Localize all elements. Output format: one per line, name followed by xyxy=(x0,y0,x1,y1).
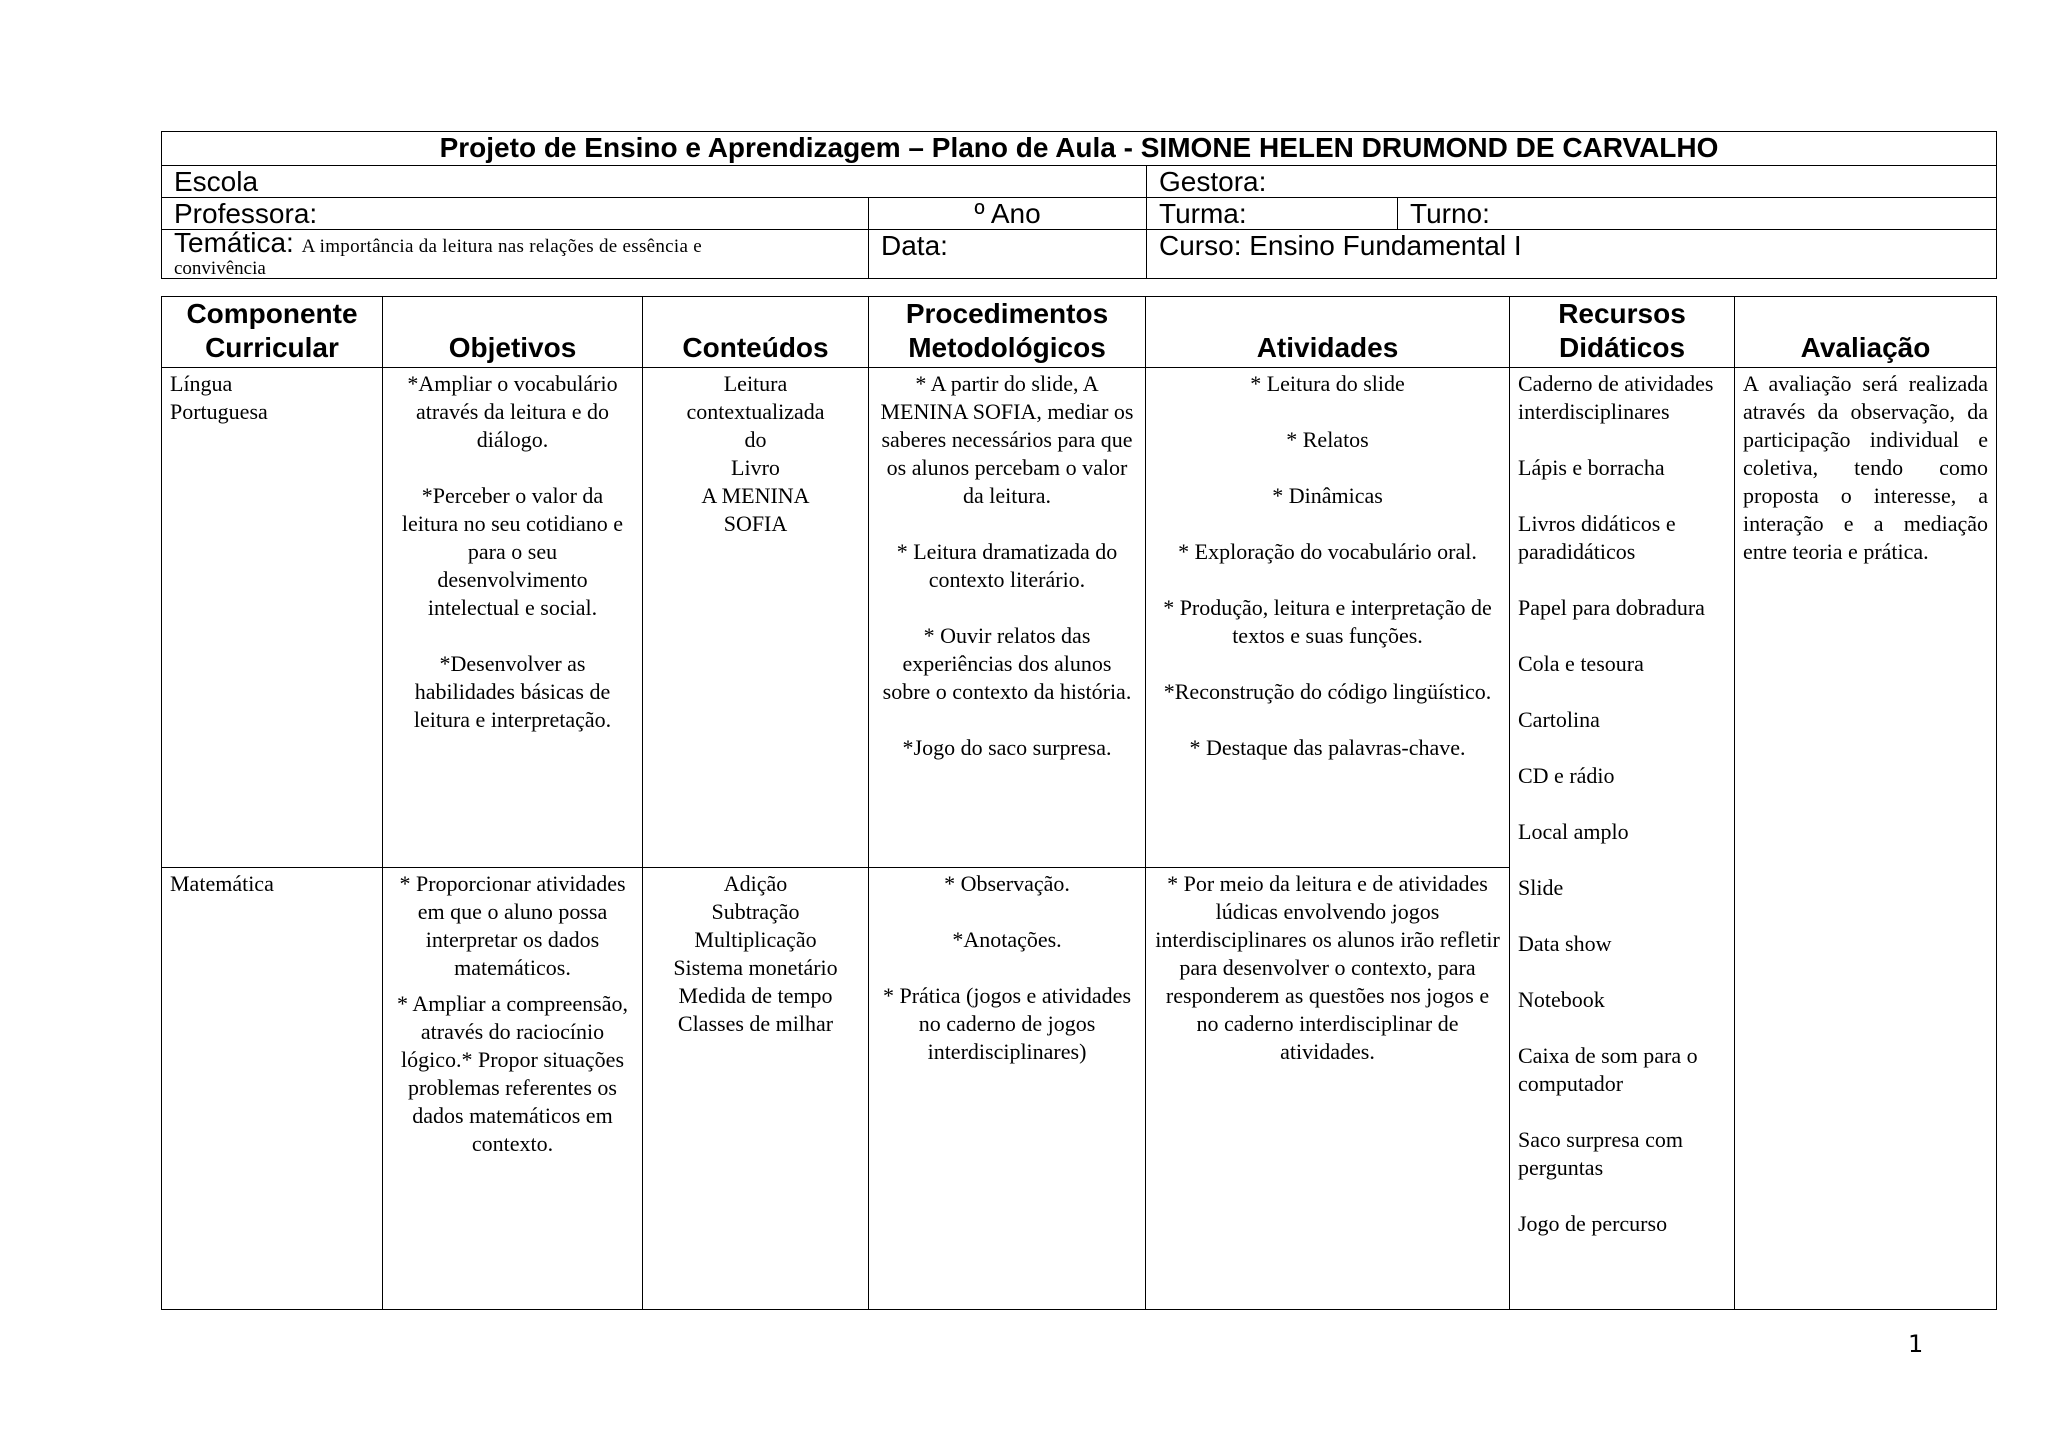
lesson-plan-table xyxy=(161,296,1997,1310)
column-header-row xyxy=(162,297,1997,368)
gestora-field: Gestora: xyxy=(1147,166,1997,198)
data-field: Data: xyxy=(869,230,1147,279)
col-header-recursos: Recursos Didáticos xyxy=(1510,297,1735,368)
header-table xyxy=(161,131,1997,279)
ano-field: º Ano xyxy=(869,198,1147,230)
conteudos-cell: Leitura contextualizada do Livro A MENINA SOFIA xyxy=(643,368,869,868)
objetivos-cell: *Ampliar o vocabulário através da leitura e do diálogo. *Perceber o valor da leitura no seu cotidiano e para o seu desenvolvimento intelectual e social. *Desenvolver as habilidades básicas de leitura e interpretação. xyxy=(383,368,643,868)
col-header-atividades: Atividades xyxy=(1146,297,1510,368)
componente-cell: Matemática xyxy=(162,868,383,1310)
atividades-cell: * Leitura do slide * Relatos * Dinâmicas * Exploração do vocabulário oral. * Produção, leitura e interpretação de textos e suas funções. *Reconstrução do código lingüístico. * Destaque das palavras-chave. xyxy=(1146,368,1510,868)
conteudos-cell: Adição Subtração Multiplicação Sistema monetário Medida de tempo Classes de milhar xyxy=(643,868,869,1310)
list-item: Papel para dobradura xyxy=(1518,595,1705,621)
turma-field: Turma: xyxy=(1147,198,1398,230)
avaliacao-cell: A avaliação será realizada através da observação, da participação individual e coletiva, tendo como proposta o interesse, a interação e a mediação entre teoria e prática. xyxy=(1735,368,1997,1310)
col-header-objetivos: Objetivos xyxy=(383,297,643,368)
col-header-procedimentos: Procedimentos Metodológicos xyxy=(869,297,1146,368)
col-header-componente: Componente Curricular xyxy=(162,297,383,368)
list-item: Slide xyxy=(1518,875,1564,901)
list-item: Caixa de som para o computador xyxy=(1518,1043,1698,1097)
recursos-cell xyxy=(1510,368,1735,1310)
componente-cell: Língua Portuguesa xyxy=(162,368,383,868)
plan-title: Projeto de Ensino e Aprendizagem – Plano de Aula - SIMONE HELEN DRUMOND DE CARVALHO xyxy=(162,132,1997,166)
atividades-cell: * Por meio da leitura e de atividades lúdicas envolvendo jogos interdisciplinares os alunos irão refletir para desenvolver o contexto, para responderem as questões nos jogos e no caderno interdisciplinar de atividades. xyxy=(1146,868,1510,1310)
list-item: CD e rádio xyxy=(1518,763,1615,789)
tematica-value: A importância da leitura nas relações de essência e xyxy=(301,236,703,257)
procedimentos-cell: * Observação. *Anotações. * Prática (jogos e atividades no caderno de jogos interdisciplinares) xyxy=(869,868,1146,1310)
list-item: Jogo de percurso xyxy=(1518,1211,1668,1237)
list-item: Cartolina xyxy=(1518,707,1600,733)
list-item: Caderno de atividades interdisciplinares xyxy=(1518,371,1714,425)
tematica-value-cont: convivência xyxy=(174,258,266,279)
col-header-avaliacao: Avaliação xyxy=(1735,297,1997,368)
page-number: 1 xyxy=(1908,1330,1924,1358)
turno-field: Turno: xyxy=(1398,198,1997,230)
procedimentos-cell: * A partir do slide, A MENINA SOFIA, mediar os saberes necessários para que os alunos percebam o valor da leitura. * Leitura dramatizada do contexto literário. * Ouvir relatos das experiências dos alunos sobre o contexto da história. *Jogo do saco surpresa. xyxy=(869,368,1146,868)
tematica-label: Temática: xyxy=(174,229,294,258)
professora-field: Professora: xyxy=(162,198,869,230)
list-item: Saco surpresa com perguntas xyxy=(1518,1127,1683,1181)
escola-field: Escola xyxy=(162,166,1147,198)
list-item: Lápis e borracha xyxy=(1518,455,1665,481)
table-row-lingua-portuguesa xyxy=(162,368,1997,868)
objetivos-cell: * Proporcionar atividades em que o aluno possa interpretar os dados matemáticos. * Ampliar a compreensão, através do raciocínio lógico.* Propor situações problemas referentes os dados matemáticos em contexto. xyxy=(383,868,643,1310)
list-item: Data show xyxy=(1518,931,1612,957)
list-item: Local amplo xyxy=(1518,819,1629,845)
list-item: Livros didáticos e paradidáticos xyxy=(1518,511,1676,565)
list-item: Notebook xyxy=(1518,987,1605,1013)
list-item: Cola e tesoura xyxy=(1518,651,1644,677)
tematica-field xyxy=(162,230,869,279)
curso-field: Curso: Ensino Fundamental I xyxy=(1147,230,1997,279)
col-header-conteudos: Conteúdos xyxy=(643,297,869,368)
